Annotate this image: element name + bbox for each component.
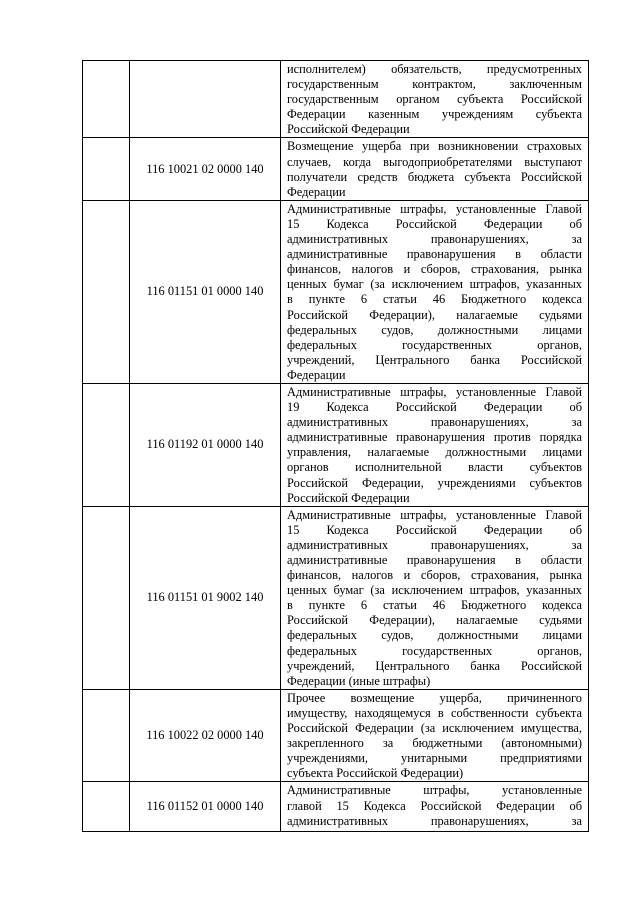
description-line: государственным органом субъекта Российской bbox=[287, 92, 582, 107]
description-line: федеральных государственных органов, bbox=[287, 643, 582, 658]
description-cell bbox=[281, 383, 589, 506]
budget-code-cell bbox=[130, 61, 281, 138]
budget-code-cell: 116 01151 01 9002 140 bbox=[130, 506, 281, 689]
budget-code-cell: 116 10022 02 0000 140 bbox=[130, 689, 281, 782]
table-row bbox=[83, 383, 589, 506]
description-line: административные правонарушения в области bbox=[287, 247, 582, 262]
description-line: Федерации казенным учреждениям субъекта bbox=[287, 107, 582, 122]
description-line: административные правонарушения в области bbox=[287, 553, 582, 567]
row-number-cell bbox=[83, 138, 130, 200]
description-line: административные правонарушения против порядка bbox=[287, 430, 582, 445]
row-number-cell bbox=[83, 689, 130, 782]
table-body bbox=[83, 61, 589, 832]
row-number-cell bbox=[83, 782, 130, 832]
description-line: получатели средств бюджета субъекта Российской bbox=[287, 169, 582, 184]
description-line: административных правонарушениях, за bbox=[287, 415, 582, 430]
description-line: федеральных судов, должностными лицами bbox=[287, 628, 582, 643]
description-line: административных правонарушениях, за bbox=[287, 537, 582, 552]
description-line: Административные штрафы, установленные Главой bbox=[287, 384, 582, 399]
description-cell bbox=[281, 200, 589, 383]
description-line: в пункте 6 статьи 46 Бюджетного кодекса bbox=[287, 292, 582, 307]
description-line: исполнителем) обязательств, предусмотренных bbox=[287, 62, 582, 76]
description-line: Возмещение ущерба при возникновении страховых bbox=[287, 139, 582, 154]
description-line: Российской Федерации, учреждениями субъектов bbox=[287, 475, 582, 490]
description-line: управления, налагаемые должностными лицами bbox=[287, 445, 582, 460]
budget-code-cell: 116 10021 02 0000 140 bbox=[130, 138, 281, 200]
description-line: субъекта Российской Федерации) bbox=[287, 766, 464, 781]
description-cell bbox=[281, 689, 589, 782]
description-line: Российской Федерации bbox=[287, 490, 410, 505]
description-line: 15 Кодекса Российской Федерации об bbox=[287, 522, 582, 537]
budget-code-cell: 116 01151 01 0000 140 bbox=[130, 200, 281, 383]
table-row bbox=[83, 689, 589, 782]
description-line: государственным контрактом, заключенным bbox=[287, 77, 582, 92]
description-line: Федерации (иные штрафы) bbox=[287, 673, 431, 688]
description-line: финансов, налогов и сборов, страхования, рынка bbox=[287, 262, 582, 277]
description-line: Российской Федерации (за исключением имущества, bbox=[287, 721, 582, 736]
description-line: 15 Кодекса Российской Федерации об bbox=[287, 216, 582, 231]
table-row bbox=[83, 138, 589, 200]
description-line: главой 15 Кодекса Российской Федерации об bbox=[287, 798, 582, 813]
table-row bbox=[83, 61, 589, 138]
description-line: административных правонарушениях, за bbox=[287, 232, 582, 247]
description-text bbox=[281, 61, 588, 137]
description-line: случаев, когда выгодоприобретателями выступают bbox=[287, 154, 582, 169]
description-text bbox=[281, 507, 588, 689]
description-line: ценных бумаг (за исключением штрафов, указанных bbox=[287, 277, 582, 292]
description-line: Федерации bbox=[287, 184, 346, 199]
description-line: административных правонарушениях, за bbox=[287, 813, 582, 828]
description-line: учреждений, Центрального банка Российской bbox=[287, 658, 582, 673]
description-line: Административные штрафы, установленные Главой bbox=[287, 507, 582, 522]
table-row bbox=[83, 782, 589, 832]
description-line: 19 Кодекса Российской Федерации об bbox=[287, 400, 582, 415]
description-line: учреждений, Центрального банка Российской bbox=[287, 352, 582, 367]
description-line: Российской Федерации bbox=[287, 122, 410, 137]
description-line: органов исполнительной власти субъектов bbox=[287, 460, 582, 475]
description-line: Федерации bbox=[287, 367, 346, 382]
description-line: имуществу, находящемуся в собственности субъекта bbox=[287, 705, 582, 720]
row-number-cell bbox=[83, 200, 130, 383]
description-text bbox=[281, 138, 588, 199]
description-line: финансов, налогов и сборов, страхования, рынка bbox=[287, 568, 582, 583]
table-row bbox=[83, 200, 589, 383]
description-line: ценных бумаг (за исключением штрафов, указанных bbox=[287, 583, 582, 598]
row-number-cell bbox=[83, 61, 130, 138]
description-line: учреждениями, унитарными предприятиями bbox=[287, 751, 582, 766]
description-line: Прочее возмещение ущерба, причиненного bbox=[287, 690, 582, 705]
description-line: закрепленного за бюджетными (автономными) bbox=[287, 736, 582, 751]
row-number-cell bbox=[83, 383, 130, 506]
description-cell bbox=[281, 782, 589, 832]
description-text bbox=[281, 384, 588, 506]
budget-code-cell: 116 01192 01 0000 140 bbox=[130, 383, 281, 506]
description-line: Административные штрафы, установленные Главой bbox=[287, 201, 582, 216]
budget-codes-table bbox=[82, 60, 589, 832]
description-line: Административные штрафы, установленные bbox=[287, 783, 582, 798]
description-text bbox=[281, 201, 588, 383]
table-row bbox=[83, 506, 589, 689]
row-number-cell bbox=[83, 506, 130, 689]
description-text bbox=[281, 782, 588, 828]
description-line: в пункте 6 статьи 46 Бюджетного кодекса bbox=[287, 598, 582, 613]
budget-code-cell: 116 01152 01 0000 140 bbox=[130, 782, 281, 832]
description-line: федеральных государственных органов, bbox=[287, 337, 582, 352]
description-cell bbox=[281, 61, 589, 138]
description-line: федеральных судов, должностными лицами bbox=[287, 322, 582, 337]
description-line: Российской Федерации), налагаемые судьями bbox=[287, 307, 582, 322]
description-cell bbox=[281, 506, 589, 689]
description-text bbox=[281, 690, 588, 782]
description-line: Российской Федерации), налагаемые судьями bbox=[287, 613, 582, 628]
description-cell bbox=[281, 138, 589, 200]
